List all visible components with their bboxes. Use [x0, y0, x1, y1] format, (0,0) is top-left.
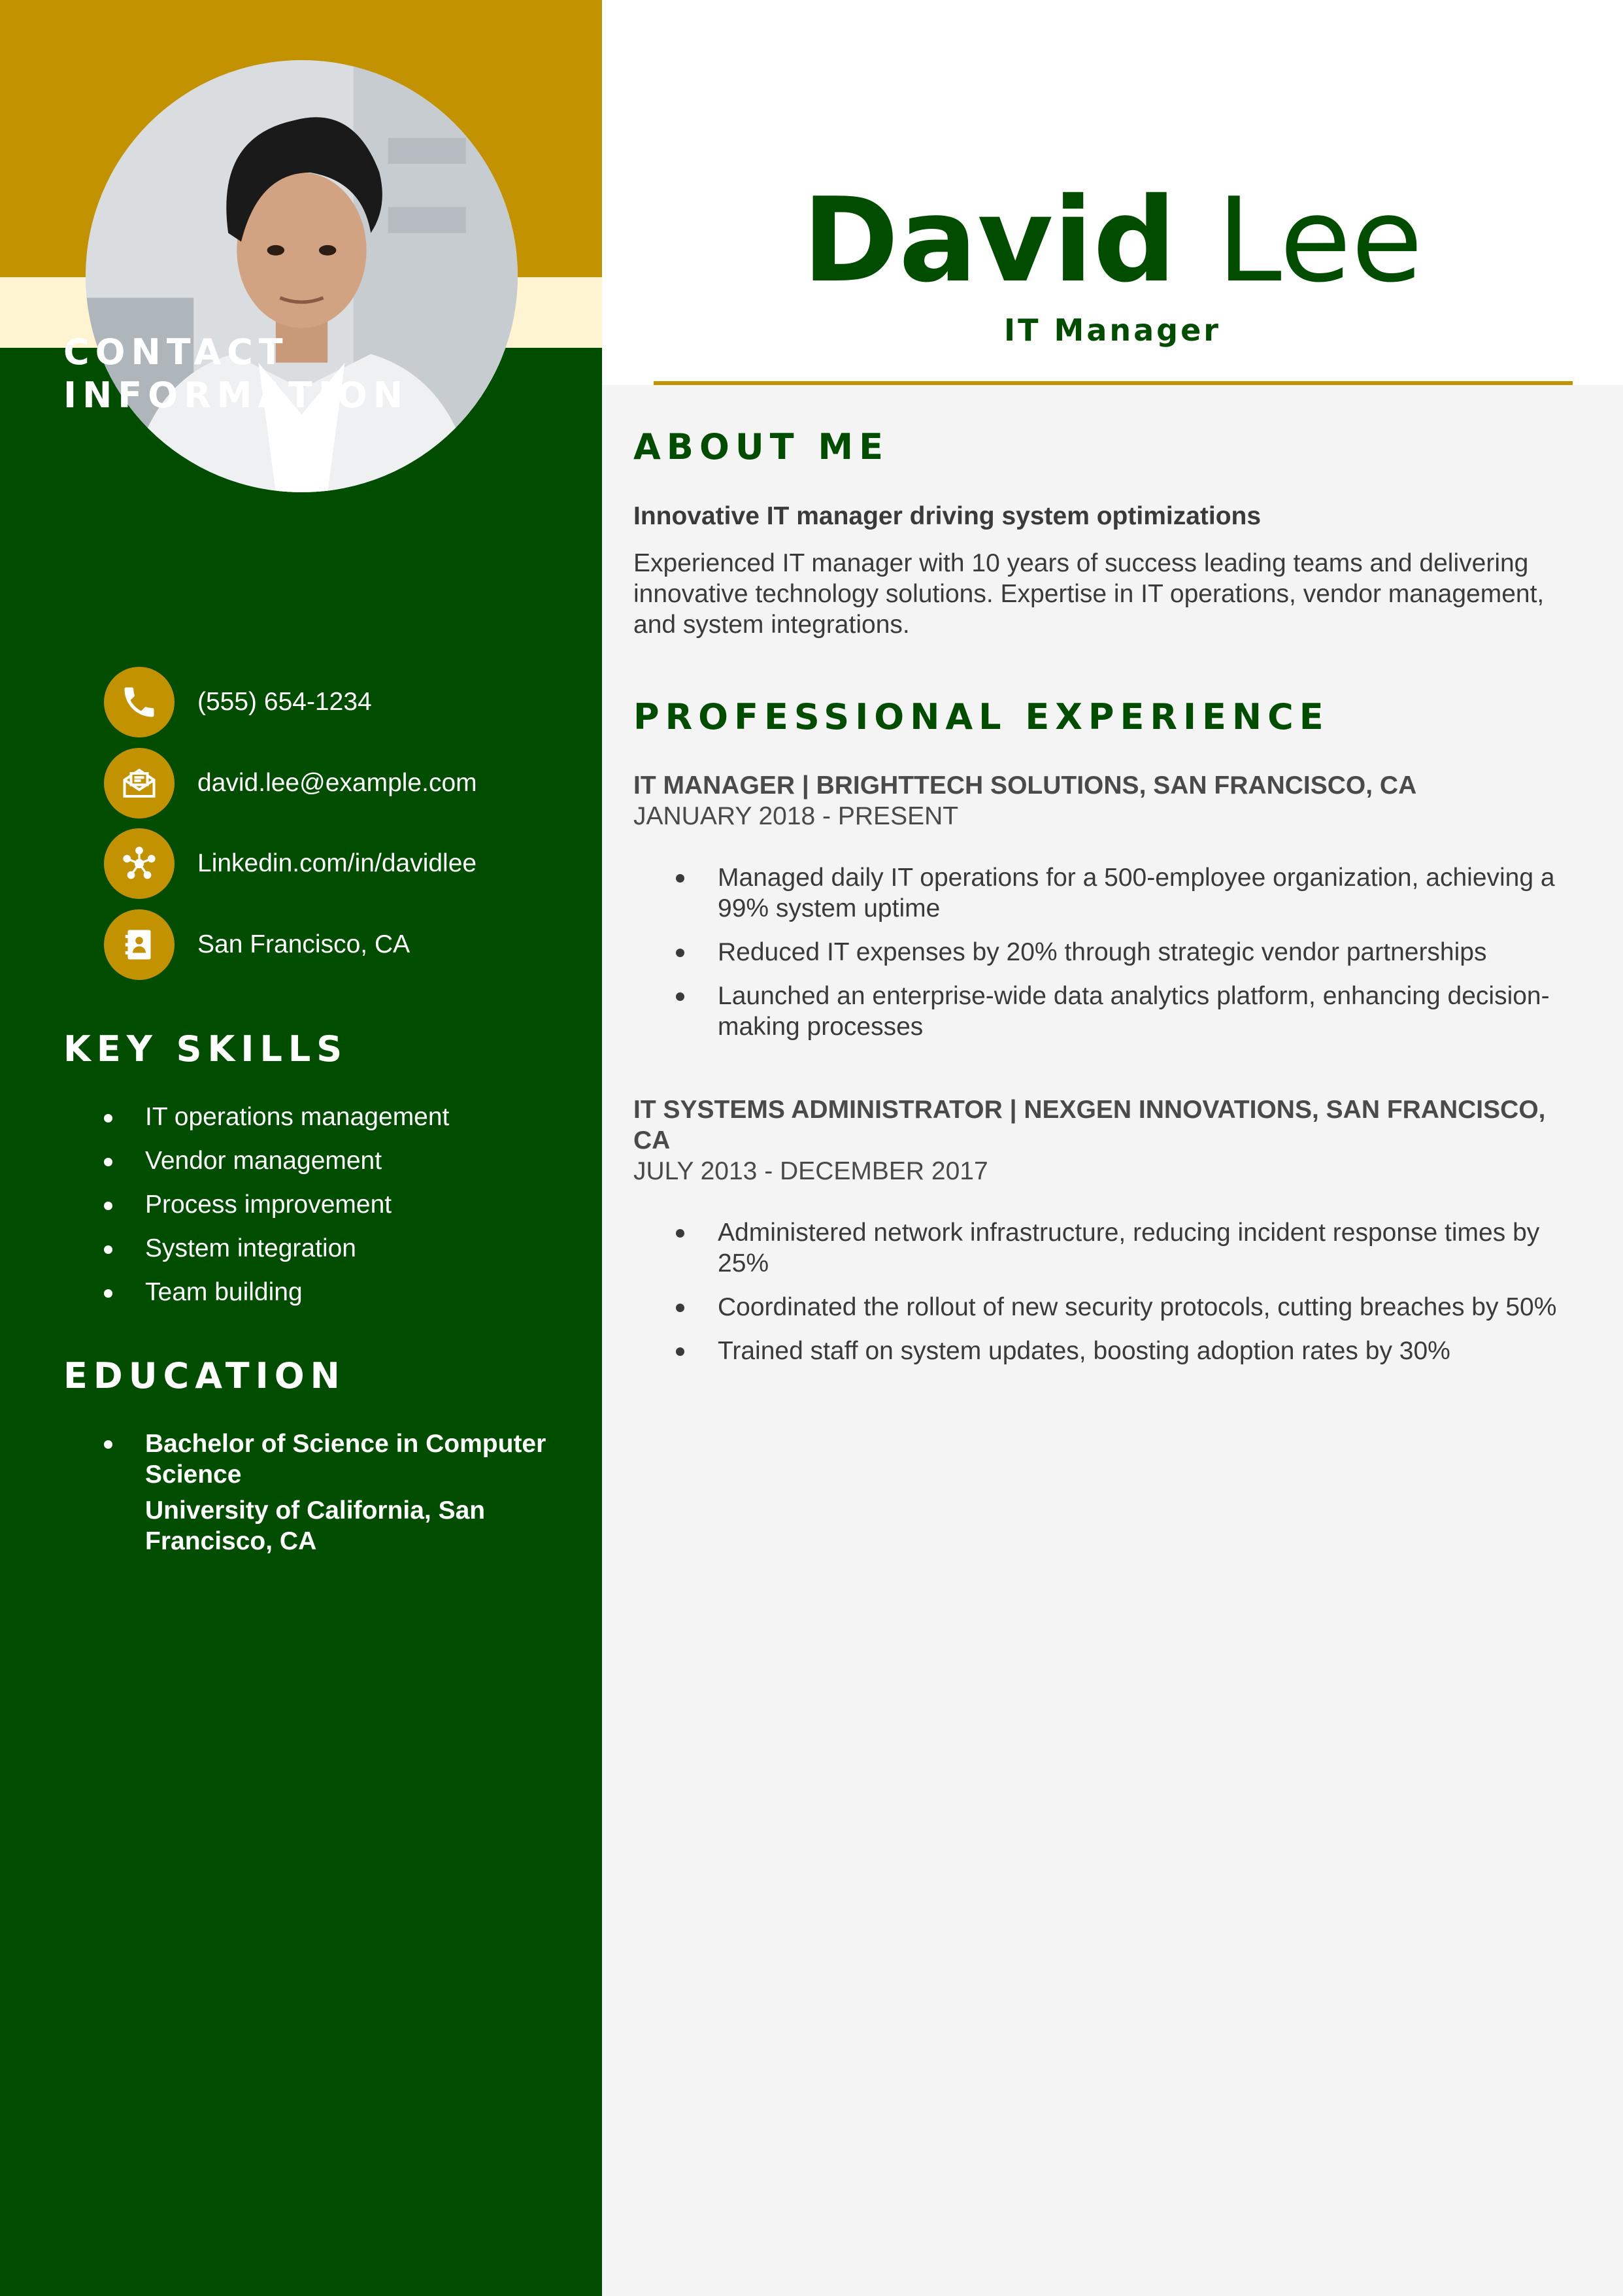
job-dates-2: JULY 2013 - DECEMBER 2017	[633, 1157, 988, 1185]
education-degree: Bachelor of Science in Computer Science	[145, 1430, 546, 1489]
skills-list	[104, 1102, 449, 1321]
title-divider	[654, 381, 1573, 385]
skill-item: IT operations management	[104, 1102, 449, 1146]
education-list	[104, 1428, 575, 1557]
job-bullet: Managed daily IT operations for a 500-employee organization, achieving a 99% system uptime	[676, 862, 1578, 924]
first-name: David	[802, 173, 1177, 308]
job-dates-1: JANUARY 2018 - PRESENT	[633, 802, 959, 830]
job-bullet: Coordinated the rollout of new security protocols, cutting breaches by 50%	[676, 1292, 1578, 1323]
about-summary: Experienced IT manager with 10 years of success leading teams and delivering innovative technology solutions. Expertise in IT operations, vendor management, and system integrations.	[633, 549, 1545, 639]
job-bullet: Launched an enterprise-wide data analytics platform, enhancing decision-making processes	[676, 981, 1578, 1042]
contact-phone-text[interactable]: (555) 654-1234	[197, 688, 372, 716]
job-bullet: Reduced IT expenses by 20% through strategic vendor partnerships	[676, 937, 1578, 968]
contact-phone	[104, 667, 372, 737]
candidate-name	[602, 175, 1623, 306]
phone-icon	[104, 667, 175, 737]
contact-heading-line2: INFORMATION	[63, 375, 409, 416]
experience-heading: PROFESSIONAL EXPERIENCE	[633, 696, 1330, 737]
about-tagline: Innovative IT manager driving system optimizations	[633, 502, 1262, 530]
skill-item: Vendor management	[104, 1146, 449, 1190]
contact-email	[104, 748, 477, 819]
skill-item: System integration	[104, 1234, 449, 1277]
contact-email-text[interactable]: david.lee@example.com	[197, 769, 477, 797]
job-bullet: Trained staff on system updates, boosting adoption rates by 30%	[676, 1336, 1578, 1366]
education-heading: EDUCATION	[63, 1355, 346, 1396]
job-bullets-2	[676, 1217, 1578, 1379]
header	[602, 0, 1623, 385]
contact-heading	[63, 331, 409, 417]
education-school: University of California, San Francisco, CA	[145, 1496, 486, 1555]
education-item	[104, 1428, 575, 1557]
job-bullets-1	[676, 862, 1578, 1055]
profile-photo	[86, 60, 518, 492]
sidebar	[0, 0, 602, 2296]
about-heading: ABOUT ME	[633, 426, 889, 467]
job-title: IT Manager	[1004, 312, 1221, 348]
job-title-2: IT SYSTEMS ADMINISTRATOR | NEXGEN INNOVATIONS, SAN FRANCISCO, CA	[633, 1096, 1546, 1155]
contact-location	[104, 909, 410, 980]
job-title-1: IT MANAGER | BRIGHTTECH SOLUTIONS, SAN FRANCISCO, CA	[633, 771, 1417, 800]
contact-linkedin	[104, 828, 477, 899]
email-icon	[104, 748, 175, 819]
contact-linkedin-text[interactable]: Linkedin.com/in/davidlee	[197, 849, 477, 877]
skill-item: Process improvement	[104, 1190, 449, 1234]
skill-item: Team building	[104, 1277, 449, 1321]
network-icon	[104, 828, 175, 899]
contact-heading-line1: CONTACT	[63, 331, 289, 373]
last-name: Lee	[1216, 173, 1423, 308]
contact-location-text: San Francisco, CA	[197, 930, 410, 958]
job-bullet: Administered network infrastructure, reducing incident response times by 25%	[676, 1217, 1578, 1279]
location-icon	[104, 909, 175, 980]
skills-heading: KEY SKILLS	[63, 1028, 348, 1070]
